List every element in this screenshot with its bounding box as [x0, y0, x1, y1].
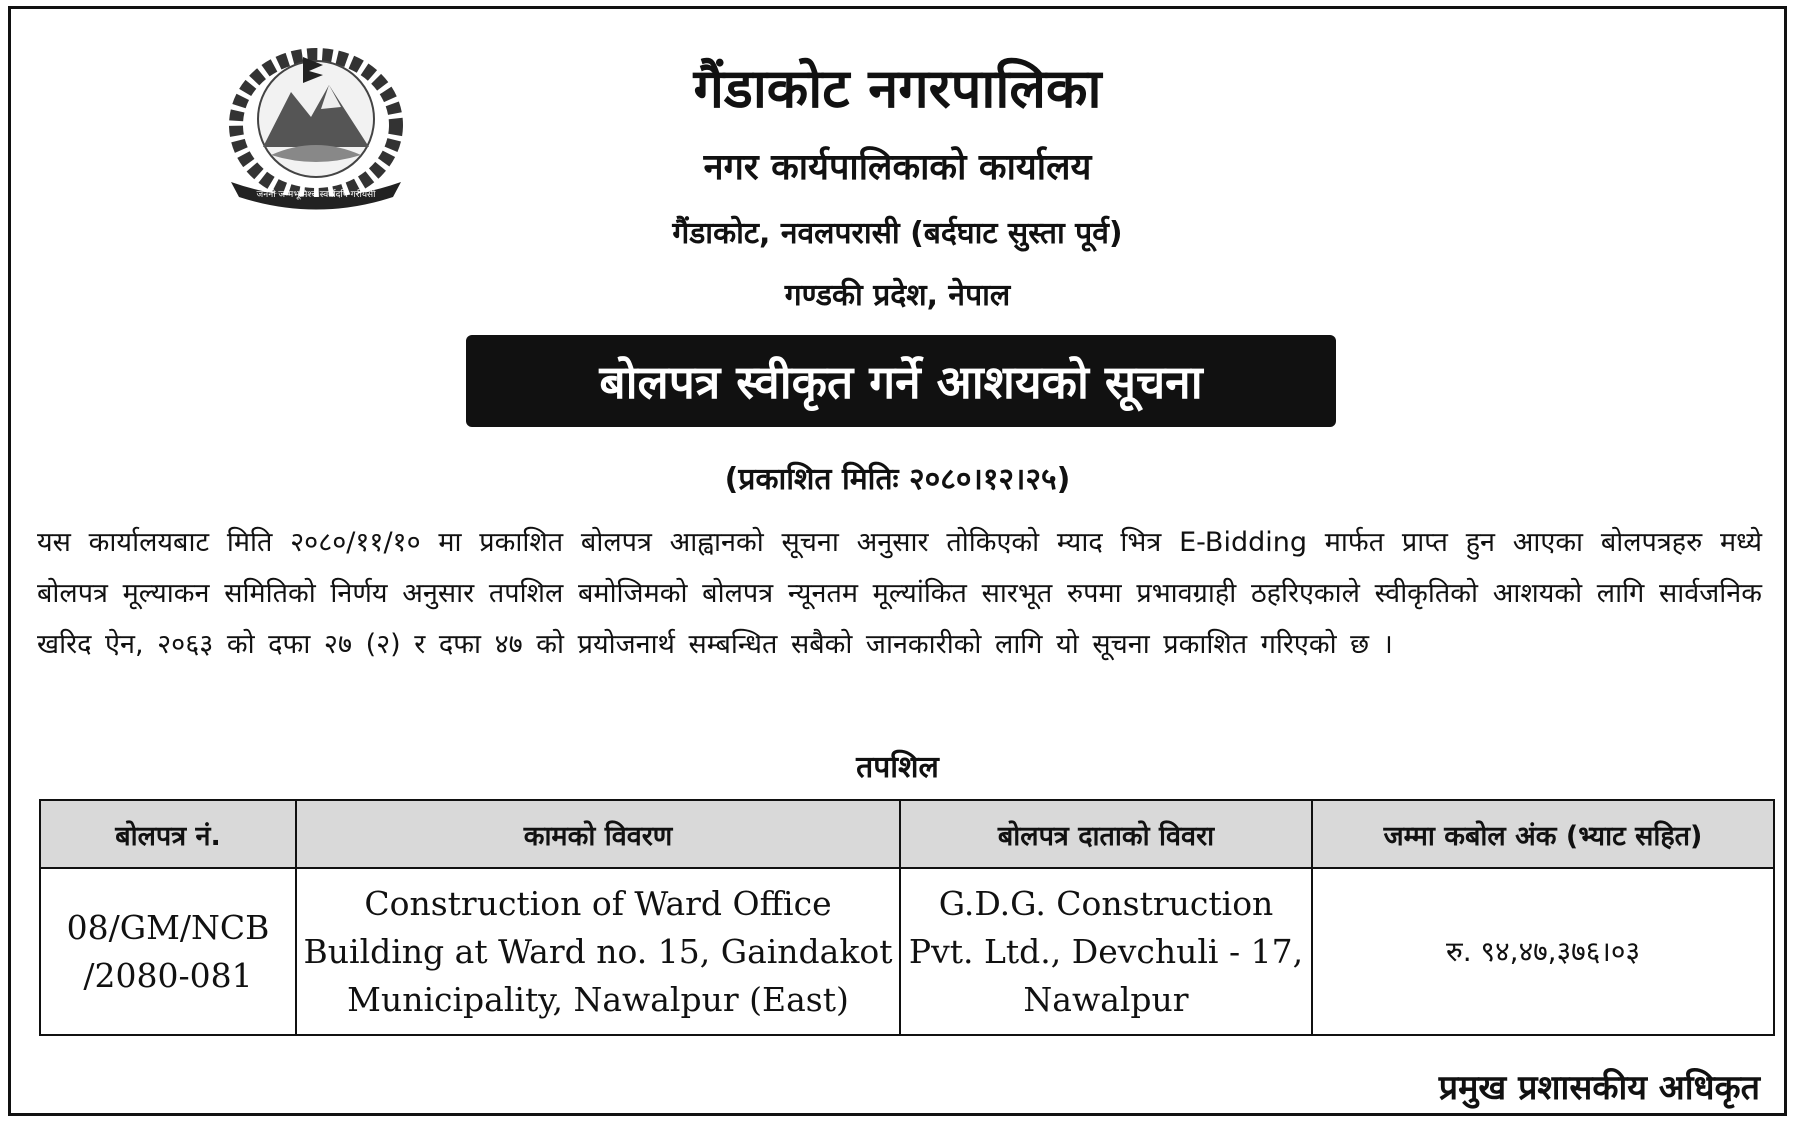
signoff-title: प्रमुख प्रशासकीय अधिकृत	[1438, 1068, 1760, 1108]
schedule-heading: तपशिल	[856, 750, 939, 785]
col-header-work-description: कामको विवरण	[296, 800, 900, 868]
cell-work-description: Construction of Ward Office Building at Ward no. 15, Gaindakot Municipality, Nawalpur (East)	[296, 868, 900, 1035]
col-header-bid-no: बोलपत्र नं.	[40, 800, 296, 868]
notice-title-banner	[466, 335, 1336, 427]
table-row	[40, 868, 1774, 1035]
col-header-total-amount: जम्मा कबोल अंक (भ्याट सहित)	[1312, 800, 1774, 868]
notice-page	[8, 6, 1787, 1116]
published-date: (प्रकाशित मितिः २०८०।१२।२५)	[724, 462, 1071, 497]
cell-total-amount: रु. ९४,४७,३७६।०३	[1312, 868, 1774, 1035]
award-table	[39, 799, 1775, 1036]
office-address: गैंडाकोट, नवलपरासी (बर्दघाट सुस्ता पूर्व)	[672, 216, 1123, 251]
municipality-name: गैंडाकोट नगरपालिका	[693, 57, 1102, 120]
notice-body: यस कार्यालयबाट मिति २०८०/११/१० मा प्रकाशित बोलपत्र आह्वानको सूचना अनुसार तोकिएको म्याद भित्र E-Bidding मार्फत प्राप्त हुन आएका बोलपत्रहरु मध्ये बोलपत्र मूल्याकन समितिको निर्णय अनुसार तपशिल बमोजिमको बोलपत्र न्यूनतम मूल्यांकित सारभूत रुपमा प्रभावग्राही ठहरिएकाले स्वीकृतिको आशयको लागि सार्वजनिक खरिद ऐन, २०६३ को दफा २७ (२) र दफा ४७ को प्रयोजनार्थ सम्बन्धित सबैको जानकारीको लागि यो सूचना प्रकाशित गरिएको छ ।	[37, 527, 1762, 660]
table-header-row	[40, 800, 1774, 868]
notice-title: बोलपत्र स्वीकृत गर्ने आशयको सूचना	[599, 355, 1203, 409]
emblem-motto: जननी जन्मभूमिश्च स्वर्गादपि गरीयसी	[256, 190, 376, 200]
office-name: नगर कार्यपालिकाको कार्यालय	[703, 147, 1092, 188]
cell-bidder-details: G.D.G. Construction Pvt. Ltd., Devchuli - 17, Nawalpur	[900, 868, 1312, 1035]
col-header-bidder-details: बोलपत्र दाताको विवरा	[900, 800, 1312, 868]
province-country: गण्डकी प्रदेश, नेपाल	[784, 278, 1011, 313]
cell-bid-no: 08/GM/NCB /2080-081	[40, 868, 296, 1035]
